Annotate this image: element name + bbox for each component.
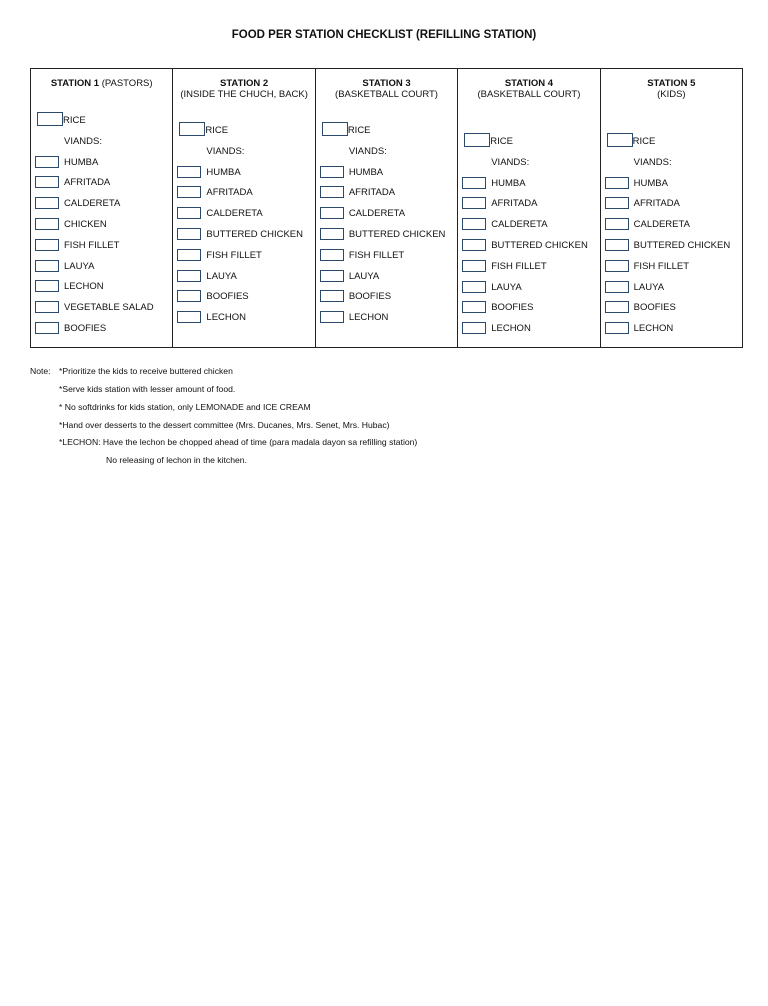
item-label: VIANDS: — [491, 156, 530, 168]
item-label: HUMBA — [206, 166, 241, 178]
note-line: *LECHON: Have the lechon be chopped ahead of time (para madala dayon sa refilling station) — [59, 437, 418, 447]
item-label: LECHON — [491, 323, 531, 335]
item-label: CALDERETA — [64, 198, 121, 210]
item-checkbox[interactable] — [320, 207, 344, 219]
station-header — [31, 79, 172, 90]
item-checkbox[interactable] — [462, 322, 486, 334]
item-checkbox[interactable] — [177, 249, 201, 261]
item-checkbox[interactable] — [177, 186, 201, 198]
station-column — [601, 69, 742, 347]
item-checkbox[interactable] — [320, 290, 344, 302]
note-line: No releasing of lechon in the kitchen. — [106, 455, 247, 465]
station-name: STATION 3 — [362, 78, 411, 89]
station-table — [30, 68, 743, 348]
item-checkbox[interactable] — [605, 260, 629, 272]
item-checkbox[interactable] — [35, 176, 59, 188]
item-label: VIANDS: — [633, 156, 672, 168]
station-subtitle: (PASTORS) — [99, 78, 153, 89]
note-line: *Serve kids station with lesser amount of food. — [59, 384, 236, 394]
item-label: LECHON — [206, 312, 246, 324]
item-checkbox[interactable] — [320, 270, 344, 282]
item-checkbox[interactable] — [462, 239, 486, 251]
item-checkbox[interactable] — [462, 218, 486, 230]
station-column — [173, 69, 315, 347]
station-subtitle: (BASKETBALL COURT) — [335, 88, 438, 100]
document-title: FOOD PER STATION CHECKLIST (REFILLING STATION) — [231, 29, 537, 41]
station-header — [173, 79, 314, 100]
notes-label: Note: — [30, 366, 51, 376]
item-checkbox[interactable] — [462, 260, 486, 272]
item-label: LECHON — [633, 323, 674, 335]
item-label: RICE — [632, 136, 656, 147]
item-label: BOOFIES — [206, 291, 249, 303]
item-label: LAUYA — [348, 270, 380, 282]
item-checkbox[interactable] — [462, 281, 486, 293]
item-checkbox[interactable] — [607, 133, 633, 147]
item-checkbox[interactable] — [605, 218, 629, 230]
station-name: STATION 1 — [50, 78, 100, 89]
station-subtitle: (BASKETBALL COURT) — [477, 88, 581, 100]
item-checkbox[interactable] — [605, 322, 629, 334]
item-checkbox[interactable] — [605, 197, 629, 209]
item-label: AFRITADA — [64, 177, 111, 189]
item-checkbox[interactable] — [177, 228, 201, 240]
item-label: HUMBA — [348, 166, 384, 178]
item-label: LAUYA — [64, 260, 95, 272]
item-label: CALDERETA — [206, 208, 263, 220]
item-label: CALDERETA — [348, 208, 406, 220]
item-label: BOOFIES — [491, 302, 534, 314]
station-header — [458, 79, 599, 100]
item-label: VEGETABLE SALAD — [64, 302, 154, 314]
item-checkbox[interactable] — [322, 122, 348, 136]
station-column — [458, 69, 600, 347]
item-checkbox[interactable] — [35, 156, 59, 168]
item-label: LAUYA — [491, 281, 522, 293]
item-label: LAUYA — [206, 270, 237, 282]
note-line: *Hand over desserts to the dessert committee (Mrs. Ducanes, Mrs. Senet, Mrs. Hubac) — [59, 420, 390, 430]
item-checkbox[interactable] — [605, 239, 629, 251]
item-label: RICE — [347, 125, 371, 136]
item-checkbox[interactable] — [320, 166, 344, 178]
item-label: RICE — [63, 115, 86, 126]
item-checkbox[interactable] — [35, 260, 59, 272]
item-label: AFRITADA — [491, 198, 538, 210]
item-checkbox[interactable] — [35, 197, 59, 209]
item-label: BOOFIES — [633, 302, 676, 314]
item-checkbox[interactable] — [462, 301, 486, 313]
item-checkbox[interactable] — [35, 322, 59, 334]
item-label: BUTTERED CHICKEN — [348, 229, 446, 240]
station-column — [31, 69, 173, 347]
station-name: STATION 4 — [504, 78, 554, 89]
item-checkbox[interactable] — [462, 177, 486, 189]
item-checkbox[interactable] — [320, 311, 344, 323]
item-checkbox[interactable] — [35, 280, 59, 292]
item-checkbox[interactable] — [177, 166, 201, 178]
item-label: VIANDS: — [64, 135, 103, 147]
item-label: FISH FILLET — [348, 249, 405, 261]
item-label: VIANDS: — [206, 145, 245, 157]
item-label: HUMBA — [64, 156, 99, 168]
item-checkbox[interactable] — [605, 177, 629, 189]
item-label: AFRITADA — [348, 187, 396, 199]
station-subtitle: (KIDS) — [657, 88, 686, 100]
item-label: FISH FILLET — [64, 239, 120, 251]
item-label: CHICKEN — [64, 219, 107, 230]
item-label: HUMBA — [633, 177, 668, 189]
item-label: BUTTERED CHICKEN — [206, 229, 303, 240]
item-checkbox[interactable] — [177, 207, 201, 219]
item-label: LECHON — [348, 312, 389, 324]
note-line: * No softdrinks for kids station, only LEMONADE and ICE CREAM — [59, 402, 311, 412]
item-label: RICE — [490, 136, 513, 147]
station-header — [601, 79, 742, 100]
item-label: RICE — [205, 125, 229, 136]
item-label: FISH FILLET — [491, 260, 547, 272]
item-checkbox[interactable] — [320, 186, 344, 198]
item-checkbox[interactable] — [179, 122, 205, 136]
item-checkbox[interactable] — [37, 112, 63, 126]
station-column — [316, 69, 458, 347]
note-line: *Prioritize the kids to receive buttered chicken — [59, 366, 233, 376]
item-label: HUMBA — [491, 177, 526, 189]
item-label: FISH FILLET — [633, 260, 690, 272]
item-label: BUTTERED CHICKEN — [633, 240, 731, 251]
item-checkbox[interactable] — [35, 218, 59, 230]
item-checkbox[interactable] — [35, 239, 59, 251]
item-label: CALDERETA — [633, 219, 690, 231]
station-name: STATION 5 — [647, 78, 696, 89]
item-label: BUTTERED CHICKEN — [491, 240, 588, 251]
station-name: STATION 2 — [220, 78, 269, 89]
item-label: AFRITADA — [633, 198, 680, 210]
item-label: BOOFIES — [348, 291, 392, 303]
item-label: BOOFIES — [64, 323, 107, 334]
station-header — [316, 79, 457, 100]
item-checkbox[interactable] — [320, 249, 344, 261]
item-checkbox[interactable] — [177, 270, 201, 282]
item-label: VIANDS: — [348, 145, 387, 157]
item-checkbox[interactable] — [177, 311, 201, 323]
item-checkbox[interactable] — [605, 281, 629, 293]
station-subtitle: (INSIDE THE CHUCH, BACK) — [180, 88, 308, 100]
item-label: LECHON — [64, 281, 104, 293]
item-label: AFRITADA — [206, 187, 253, 199]
item-checkbox[interactable] — [462, 197, 486, 209]
item-checkbox[interactable] — [35, 301, 59, 313]
item-label: FISH FILLET — [206, 249, 262, 261]
item-checkbox[interactable] — [464, 133, 490, 147]
item-label: CALDERETA — [491, 219, 548, 231]
item-checkbox[interactable] — [605, 301, 629, 313]
item-checkbox[interactable] — [320, 228, 344, 240]
item-label: LAUYA — [633, 281, 665, 293]
item-checkbox[interactable] — [177, 290, 201, 302]
